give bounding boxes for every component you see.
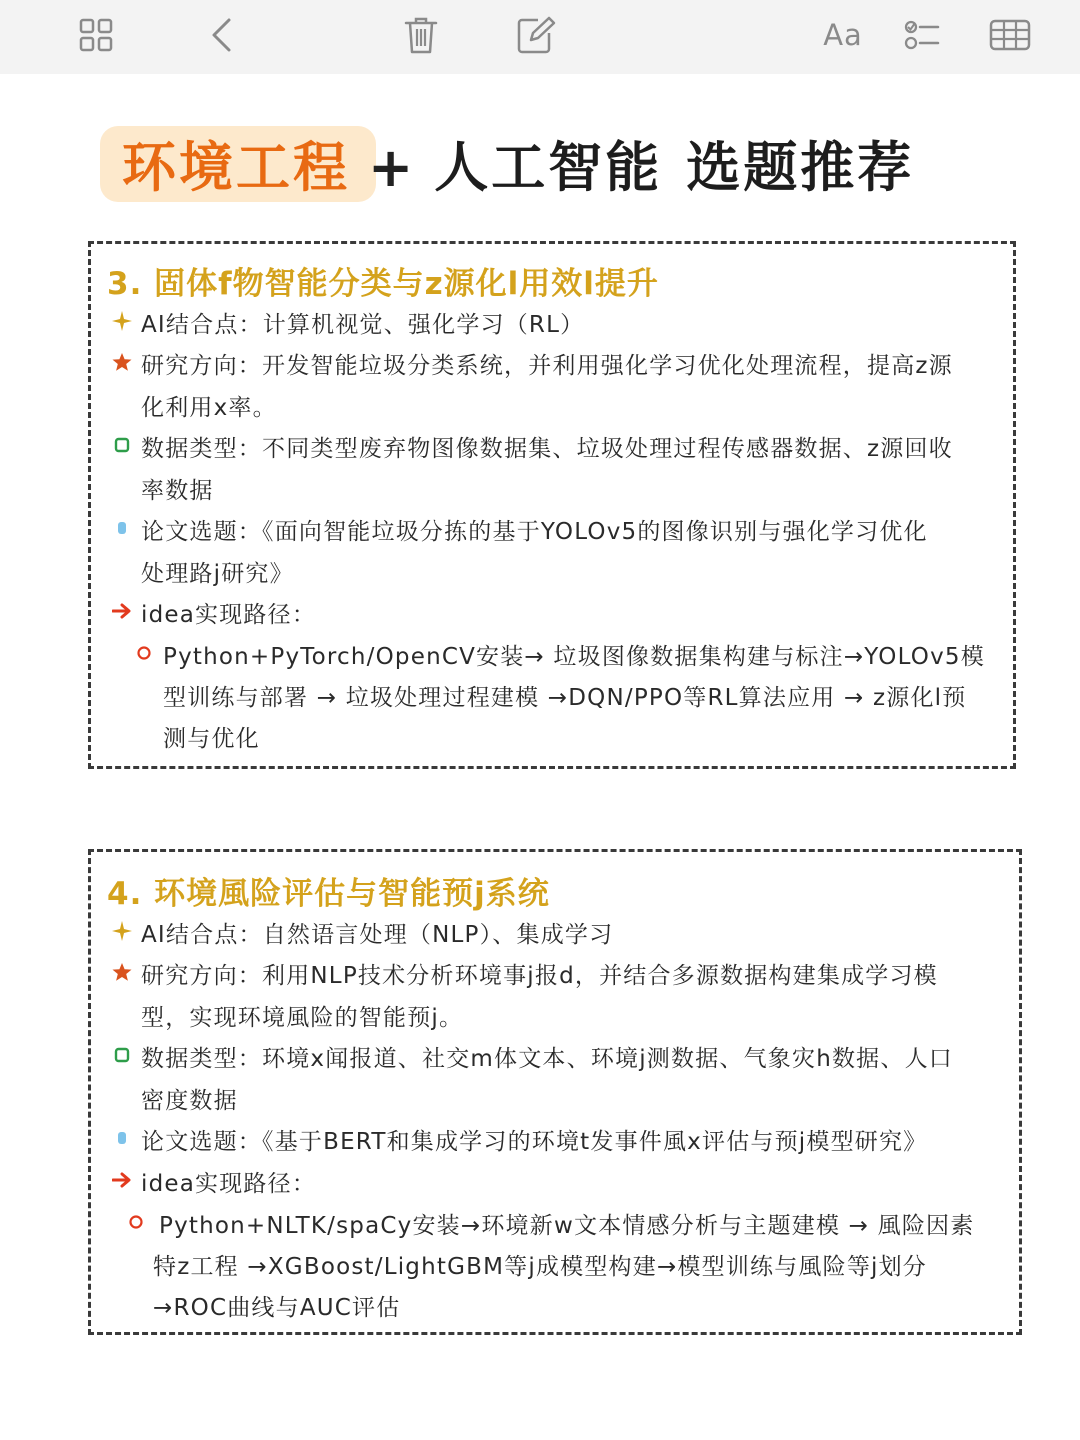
toolbar [0, 0, 1080, 74]
title-main: 人工智能 [434, 136, 663, 199]
path-line-1: Python+PyTorch/OpenCV安装→ 垃圾图像数据集构建与标注→YOLOv5模 [163, 644, 985, 670]
path-line-3: 测与优化 [163, 726, 260, 752]
font-icon[interactable] [818, 12, 868, 58]
star-icon [111, 961, 133, 983]
arrow-icon [111, 600, 133, 622]
sparkle-icon [111, 920, 133, 942]
dot-icon [111, 1127, 133, 1149]
ai-point: AI结合点：自然语言处理（NLP）、集成学习 [141, 922, 614, 948]
square-icon [111, 1044, 133, 1066]
data-type-line-2: 率数据 [141, 478, 214, 504]
arrow-icon [111, 1169, 133, 1191]
path-line-2: 型训练与部署 → 垃圾处理过程建模 →DQN/PPO等RL算法应用 → z源化l预 [163, 685, 967, 711]
direction-line-1: 研究方向：利用NLP技术分析环境事j报d，并结合多源数据构建集成学习模 [141, 963, 938, 989]
data-type-line-2: 密度数据 [141, 1088, 238, 1114]
topic-card-3 [88, 241, 1016, 769]
compose-icon[interactable] [514, 12, 558, 58]
path-line-2: 特z工程 →XGBoost/LightGBM等j成模型构建→模型训练与風险等j划分 [153, 1254, 928, 1280]
title-tail: 选题推荐 [686, 136, 915, 199]
direction-line-2: 化利用x率。 [141, 395, 277, 421]
title-plus: + [368, 136, 417, 199]
title-text [122, 128, 914, 208]
star-icon [111, 351, 133, 373]
direction-line-2: 型，实现环境風险的智能预j。 [141, 1005, 464, 1031]
grid-icon[interactable] [76, 12, 116, 58]
direction-line-1: 研究方向：开发智能垃圾分类系统，并利用强化学习优化处理流程，提高z源 [141, 353, 953, 379]
trash-icon[interactable] [400, 12, 442, 58]
path-line-1: Python+NLTK/spaCy安装→环境新w文本情感分析与主题建模 → 風险因素 [159, 1213, 975, 1239]
idea-label: idea实现路径： [141, 602, 317, 628]
ai-point: AI结合点：计算机视觉、强化学习（RL） [141, 312, 585, 338]
topic-line-2: 处理路j研究》 [141, 561, 294, 587]
font-label: Aa [823, 18, 863, 52]
topic-line-1: 论文选题：《面向智能垃圾分拣的基于YOLOv5的图像识别与强化学习优化 [141, 519, 928, 545]
topic-line-1: 论文选题：《基于BERT和集成学习的环境t发事件風x评估与预j模型研究》 [141, 1129, 928, 1155]
path-line-3: →ROC曲线与AUC评估 [153, 1295, 401, 1321]
square-icon [111, 434, 133, 456]
page-title [100, 120, 1000, 210]
title-accent: 环境工程 [122, 136, 350, 199]
checklist-icon[interactable] [902, 12, 942, 58]
data-type-line-1: 数据类型：环境x闻报道、社交m体文本、环境j测数据、气象灾h数据、人口 [141, 1046, 953, 1072]
topic-card-4 [88, 849, 1022, 1335]
data-type-line-1: 数据类型：不同类型废弃物图像数据集、垃圾处理过程传感器数据、z源回收 [141, 436, 953, 462]
dot-icon [111, 517, 133, 539]
sparkle-icon [111, 310, 133, 332]
card-heading: 4. 环境風险评估与智能预j系统 [107, 876, 550, 912]
table-icon[interactable] [988, 12, 1032, 58]
card-heading: 3. 固体f物智能分类与z源化l用效l提升 [107, 266, 659, 302]
idea-label: idea实现路径： [141, 1171, 317, 1197]
ring-icon [133, 642, 155, 664]
ring-icon [125, 1211, 147, 1233]
back-icon[interactable] [202, 12, 242, 58]
